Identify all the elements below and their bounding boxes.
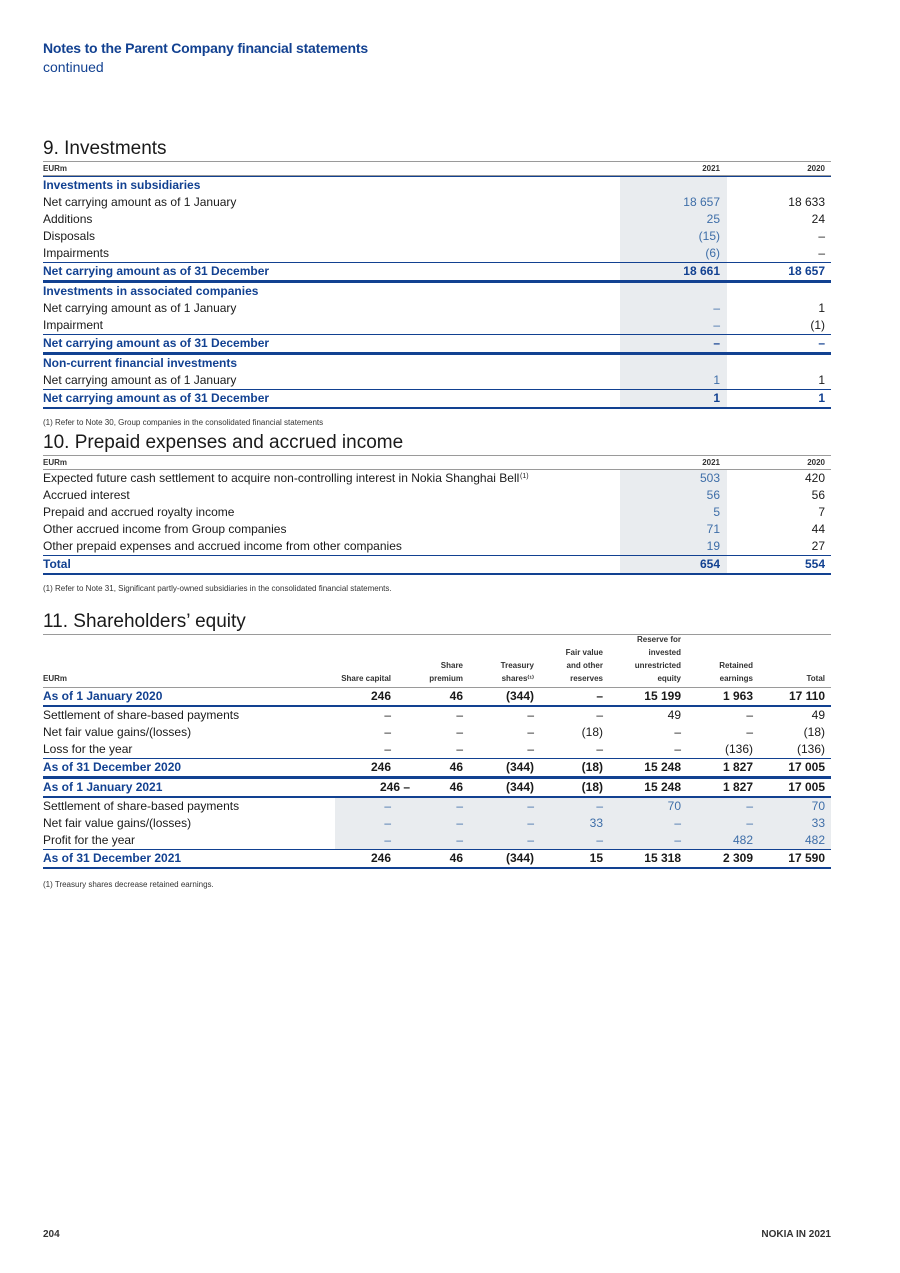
cell-value: – xyxy=(456,833,463,847)
cell-value: 46 xyxy=(449,689,463,703)
total-row xyxy=(43,849,831,869)
row-label: Other accrued income from Group companies xyxy=(43,522,287,536)
cell-value: (344) xyxy=(505,851,534,865)
total-row xyxy=(43,758,831,778)
table-row xyxy=(43,504,831,521)
table-row xyxy=(43,724,831,741)
row-label: Investments in associated companies xyxy=(43,284,259,298)
column-header-line: Share xyxy=(440,661,463,670)
table-row xyxy=(43,707,831,724)
subsection-heading xyxy=(43,282,831,300)
value-2021: 56 xyxy=(706,488,720,502)
cell-value: 33 xyxy=(589,816,603,830)
cell-value: – xyxy=(384,708,391,722)
row-label: Net carrying amount as of 31 December xyxy=(43,264,270,278)
footnote: (1) Treasury shares decrease retained earnings. xyxy=(43,880,214,889)
cell-value: 17 590 xyxy=(788,851,825,865)
section-title: 10. Prepaid expenses and accrued income xyxy=(43,432,404,453)
table-row xyxy=(43,372,831,389)
cell-value: (136) xyxy=(796,742,825,756)
cell-value: – xyxy=(746,816,753,830)
page-header-title: Notes to the Parent Company financial statements xyxy=(43,40,368,56)
cell-value: – xyxy=(527,816,534,830)
cell-value: 17 110 xyxy=(788,689,825,703)
column-label-eurm: EURm xyxy=(43,458,68,467)
column-header-2020: 2020 xyxy=(807,164,825,173)
cell-value: – xyxy=(384,833,391,847)
cell-value: 46 xyxy=(449,760,463,774)
cell-value: – xyxy=(384,742,391,756)
footnote: (1) Refer to Note 30, Group companies in the consolidated financial statements xyxy=(43,418,324,427)
table-row xyxy=(43,798,831,815)
row-label: As of 31 December 2021 xyxy=(43,851,182,865)
table-header-row xyxy=(43,161,831,176)
column-header-line: shares⁽¹⁾ xyxy=(501,674,534,683)
row-label: Net carrying amount as of 31 December xyxy=(43,391,270,405)
cell-value: – xyxy=(746,708,753,722)
column-header xyxy=(635,633,681,685)
cell-value: – xyxy=(596,708,603,722)
value-2021: (15) xyxy=(698,229,720,243)
row-label: Net carrying amount as of 1 January xyxy=(43,301,237,315)
page-number: 204 xyxy=(43,1229,60,1240)
cell-value: 33 xyxy=(811,816,825,830)
column-header-line: Reserve for xyxy=(636,635,681,644)
column-header-line: reserves xyxy=(570,674,603,683)
cell-value: 17 005 xyxy=(788,760,825,774)
cell-value: – xyxy=(674,742,681,756)
row-label: Settlement of share-based payments xyxy=(43,799,240,813)
row-label: Additions xyxy=(43,212,93,226)
cell-value: – xyxy=(456,725,463,739)
value-2021: 18 661 xyxy=(683,264,720,278)
value-2021: – xyxy=(713,301,720,315)
value-2020: – xyxy=(818,229,825,243)
value-2020: 1 xyxy=(818,301,825,315)
total-row xyxy=(43,555,831,575)
cell-value: (136) xyxy=(724,742,753,756)
cell-value: – xyxy=(384,816,391,830)
row-label: Expected future cash settlement to acquire non-controlling interest in Nokia Shanghai Bell xyxy=(43,471,520,485)
cell-value: 70 xyxy=(667,799,681,813)
cell-value: (344) xyxy=(505,780,534,794)
page-header-subtitle: continued xyxy=(43,59,104,75)
value-2020: 1 xyxy=(818,391,825,405)
value-2020: 56 xyxy=(811,488,825,502)
cell-value: – xyxy=(527,708,534,722)
column-header-line: Treasury xyxy=(500,661,534,670)
value-2020: – xyxy=(818,246,825,260)
cell-value: 246 xyxy=(370,851,391,865)
cell-value: 15 248 xyxy=(644,760,681,774)
total-row xyxy=(43,688,831,707)
column-header xyxy=(719,659,753,685)
value-2020: 1 xyxy=(818,373,825,387)
column-header-2021: 2021 xyxy=(702,164,720,173)
value-2021: 5 xyxy=(713,505,720,519)
cell-value: – xyxy=(527,833,534,847)
value-2020: – xyxy=(818,336,825,350)
cell-value: 1 827 xyxy=(722,760,753,774)
value-2021: 71 xyxy=(706,522,720,536)
value-2020: 18 657 xyxy=(788,264,825,278)
value-2021: – xyxy=(713,318,720,332)
value-2020: 27 xyxy=(811,539,825,553)
row-label: As of 1 January 2020 xyxy=(43,689,163,703)
value-2021: 19 xyxy=(706,539,720,553)
table-row xyxy=(43,470,831,487)
value-2020: 554 xyxy=(804,557,825,571)
value-2020: 18 633 xyxy=(788,195,825,209)
cell-value: 2 309 xyxy=(722,851,753,865)
column-header xyxy=(566,646,603,685)
cell-value: (18) xyxy=(803,725,825,739)
cell-value: 46 xyxy=(449,851,463,865)
total-row xyxy=(43,778,831,798)
cell-value: (18) xyxy=(581,760,603,774)
cell-value: – xyxy=(596,689,603,703)
column-header xyxy=(429,659,463,685)
value-2020: 420 xyxy=(804,471,825,485)
cell-value: 70 xyxy=(811,799,825,813)
value-2020: (1) xyxy=(810,318,825,332)
table-row xyxy=(43,245,831,262)
column-header-line: equity xyxy=(657,674,681,683)
column-header xyxy=(501,659,534,685)
value-2021: 503 xyxy=(699,471,720,485)
value-2021: 1 xyxy=(713,391,720,405)
row-label: Net fair value gains/(losses) xyxy=(43,725,192,739)
cell-value: (344) xyxy=(505,689,534,703)
cell-value: (18) xyxy=(581,725,603,739)
cell-value: – xyxy=(384,799,391,813)
table-row xyxy=(43,228,831,245)
investments-table xyxy=(43,161,831,409)
column-header-line: Fair value xyxy=(565,648,603,657)
table-row xyxy=(43,741,831,758)
value-2021: 1 xyxy=(713,373,720,387)
row-label: Non-current financial investments xyxy=(43,356,238,370)
table-header-row xyxy=(43,634,831,688)
cell-value: 15 318 xyxy=(644,851,681,865)
cell-value: – xyxy=(456,742,463,756)
cell-value: – xyxy=(527,742,534,756)
column-label-eurm: EURm xyxy=(43,164,68,173)
cell-value: 15 199 xyxy=(644,689,681,703)
column-header-2020: 2020 xyxy=(807,458,825,467)
row-label: Net carrying amount as of 31 December xyxy=(43,336,270,350)
cell-value: 15 xyxy=(589,851,603,865)
cell-value: 482 xyxy=(804,833,825,847)
total-row xyxy=(43,262,831,282)
cell-value: – xyxy=(384,725,391,739)
footnote-marker: (1) xyxy=(520,473,529,480)
row-label: Accrued interest xyxy=(43,488,130,502)
prepaid-section xyxy=(43,431,831,599)
value-2021: 654 xyxy=(699,557,720,571)
row-label: Loss for the year xyxy=(43,742,133,756)
cell-value: 49 xyxy=(667,708,681,722)
current-year-shading xyxy=(335,798,831,815)
cell-value: – xyxy=(527,799,534,813)
subsection-heading xyxy=(43,176,831,194)
value-2021: (6) xyxy=(705,246,720,260)
table-row xyxy=(43,832,831,849)
cell-value: 46 xyxy=(449,780,463,794)
cell-value: 1 963 xyxy=(722,689,753,703)
total-row xyxy=(43,334,831,354)
total-row xyxy=(43,389,831,409)
column-header-line: Share capital xyxy=(341,674,391,683)
row-label: Disposals xyxy=(43,229,96,243)
cell-value: – xyxy=(456,799,463,813)
column-header-line: earnings xyxy=(719,674,753,683)
table-row xyxy=(43,300,831,317)
row-label: Prepaid and accrued royalty income xyxy=(43,505,235,519)
table-row xyxy=(43,211,831,228)
cell-value: – xyxy=(674,725,681,739)
column-header-line: premium xyxy=(429,674,463,683)
column-header-line: Total xyxy=(806,674,825,683)
footnote: (1) Refer to Note 31, Significant partly-owned subsidiaries in the consolidated financial statements. xyxy=(43,584,392,593)
table-header-row xyxy=(43,455,831,470)
column-header-2021: 2021 xyxy=(702,458,720,467)
current-year-shading xyxy=(335,832,831,849)
cell-value: – xyxy=(746,799,753,813)
table-row xyxy=(43,487,831,504)
investments-section xyxy=(43,137,831,433)
value-2020: 44 xyxy=(811,522,825,536)
table-row xyxy=(43,538,831,555)
cell-value: – xyxy=(674,816,681,830)
column-header-line: Retained xyxy=(719,661,753,670)
section-title: 9. Investments xyxy=(43,138,167,159)
column-header-line: and other xyxy=(566,661,603,670)
row-label: Net carrying amount as of 1 January xyxy=(43,373,237,387)
table-row xyxy=(43,815,831,832)
equity-table xyxy=(43,634,831,869)
cell-value: – xyxy=(527,725,534,739)
cell-value: – xyxy=(746,725,753,739)
row-label: Net carrying amount as of 1 January xyxy=(43,195,237,209)
section-title: 11. Shareholders’ equity xyxy=(43,611,246,632)
row-label: Impairment xyxy=(43,318,104,332)
prepaid-table xyxy=(43,455,831,575)
column-header xyxy=(341,672,391,685)
cell-value: – xyxy=(596,833,603,847)
row-label: Total xyxy=(43,557,71,571)
publication-name: NOKIA IN 2021 xyxy=(761,1229,831,1240)
cell-value: (344) xyxy=(505,760,534,774)
column-header xyxy=(806,672,825,685)
cell-value: – xyxy=(456,816,463,830)
cell-value: 15 248 xyxy=(644,780,681,794)
row-label: As of 1 January 2021 xyxy=(43,780,163,794)
cell-value: 49 xyxy=(811,708,825,722)
value-2021: – xyxy=(713,336,720,350)
row-label: Net fair value gains/(losses) xyxy=(43,816,192,830)
cell-value: 246 – xyxy=(379,780,410,794)
value-2021: 25 xyxy=(706,212,720,226)
equity-section xyxy=(43,610,831,895)
cell-value: – xyxy=(596,799,603,813)
row-label: Investments in subsidiaries xyxy=(43,178,201,192)
value-2020: 7 xyxy=(818,505,825,519)
value-2020: 24 xyxy=(811,212,825,226)
row-label: Profit for the year xyxy=(43,833,136,847)
cell-value: – xyxy=(456,708,463,722)
row-label: As of 31 December 2020 xyxy=(43,760,182,774)
cell-value: 17 005 xyxy=(788,780,825,794)
cell-value: (18) xyxy=(581,780,603,794)
table-row xyxy=(43,521,831,538)
cell-value: 482 xyxy=(732,833,753,847)
column-header-line: invested xyxy=(648,648,681,657)
column-label-eurm: EURm xyxy=(43,674,68,683)
row-label: Settlement of share-based payments xyxy=(43,708,240,722)
subsection-heading xyxy=(43,354,831,372)
cell-value: – xyxy=(674,833,681,847)
current-year-shading xyxy=(335,815,831,832)
table-row xyxy=(43,194,831,211)
cell-value: – xyxy=(596,742,603,756)
value-2021: 18 657 xyxy=(683,195,720,209)
column-header-line: unrestricted xyxy=(634,661,681,670)
row-label: Other prepaid expenses and accrued income from other companies xyxy=(43,539,402,553)
cell-value: 1 827 xyxy=(722,780,753,794)
row-label: Impairments xyxy=(43,246,110,260)
table-row xyxy=(43,317,831,334)
cell-value: 246 xyxy=(370,689,391,703)
cell-value: 246 xyxy=(370,760,391,774)
